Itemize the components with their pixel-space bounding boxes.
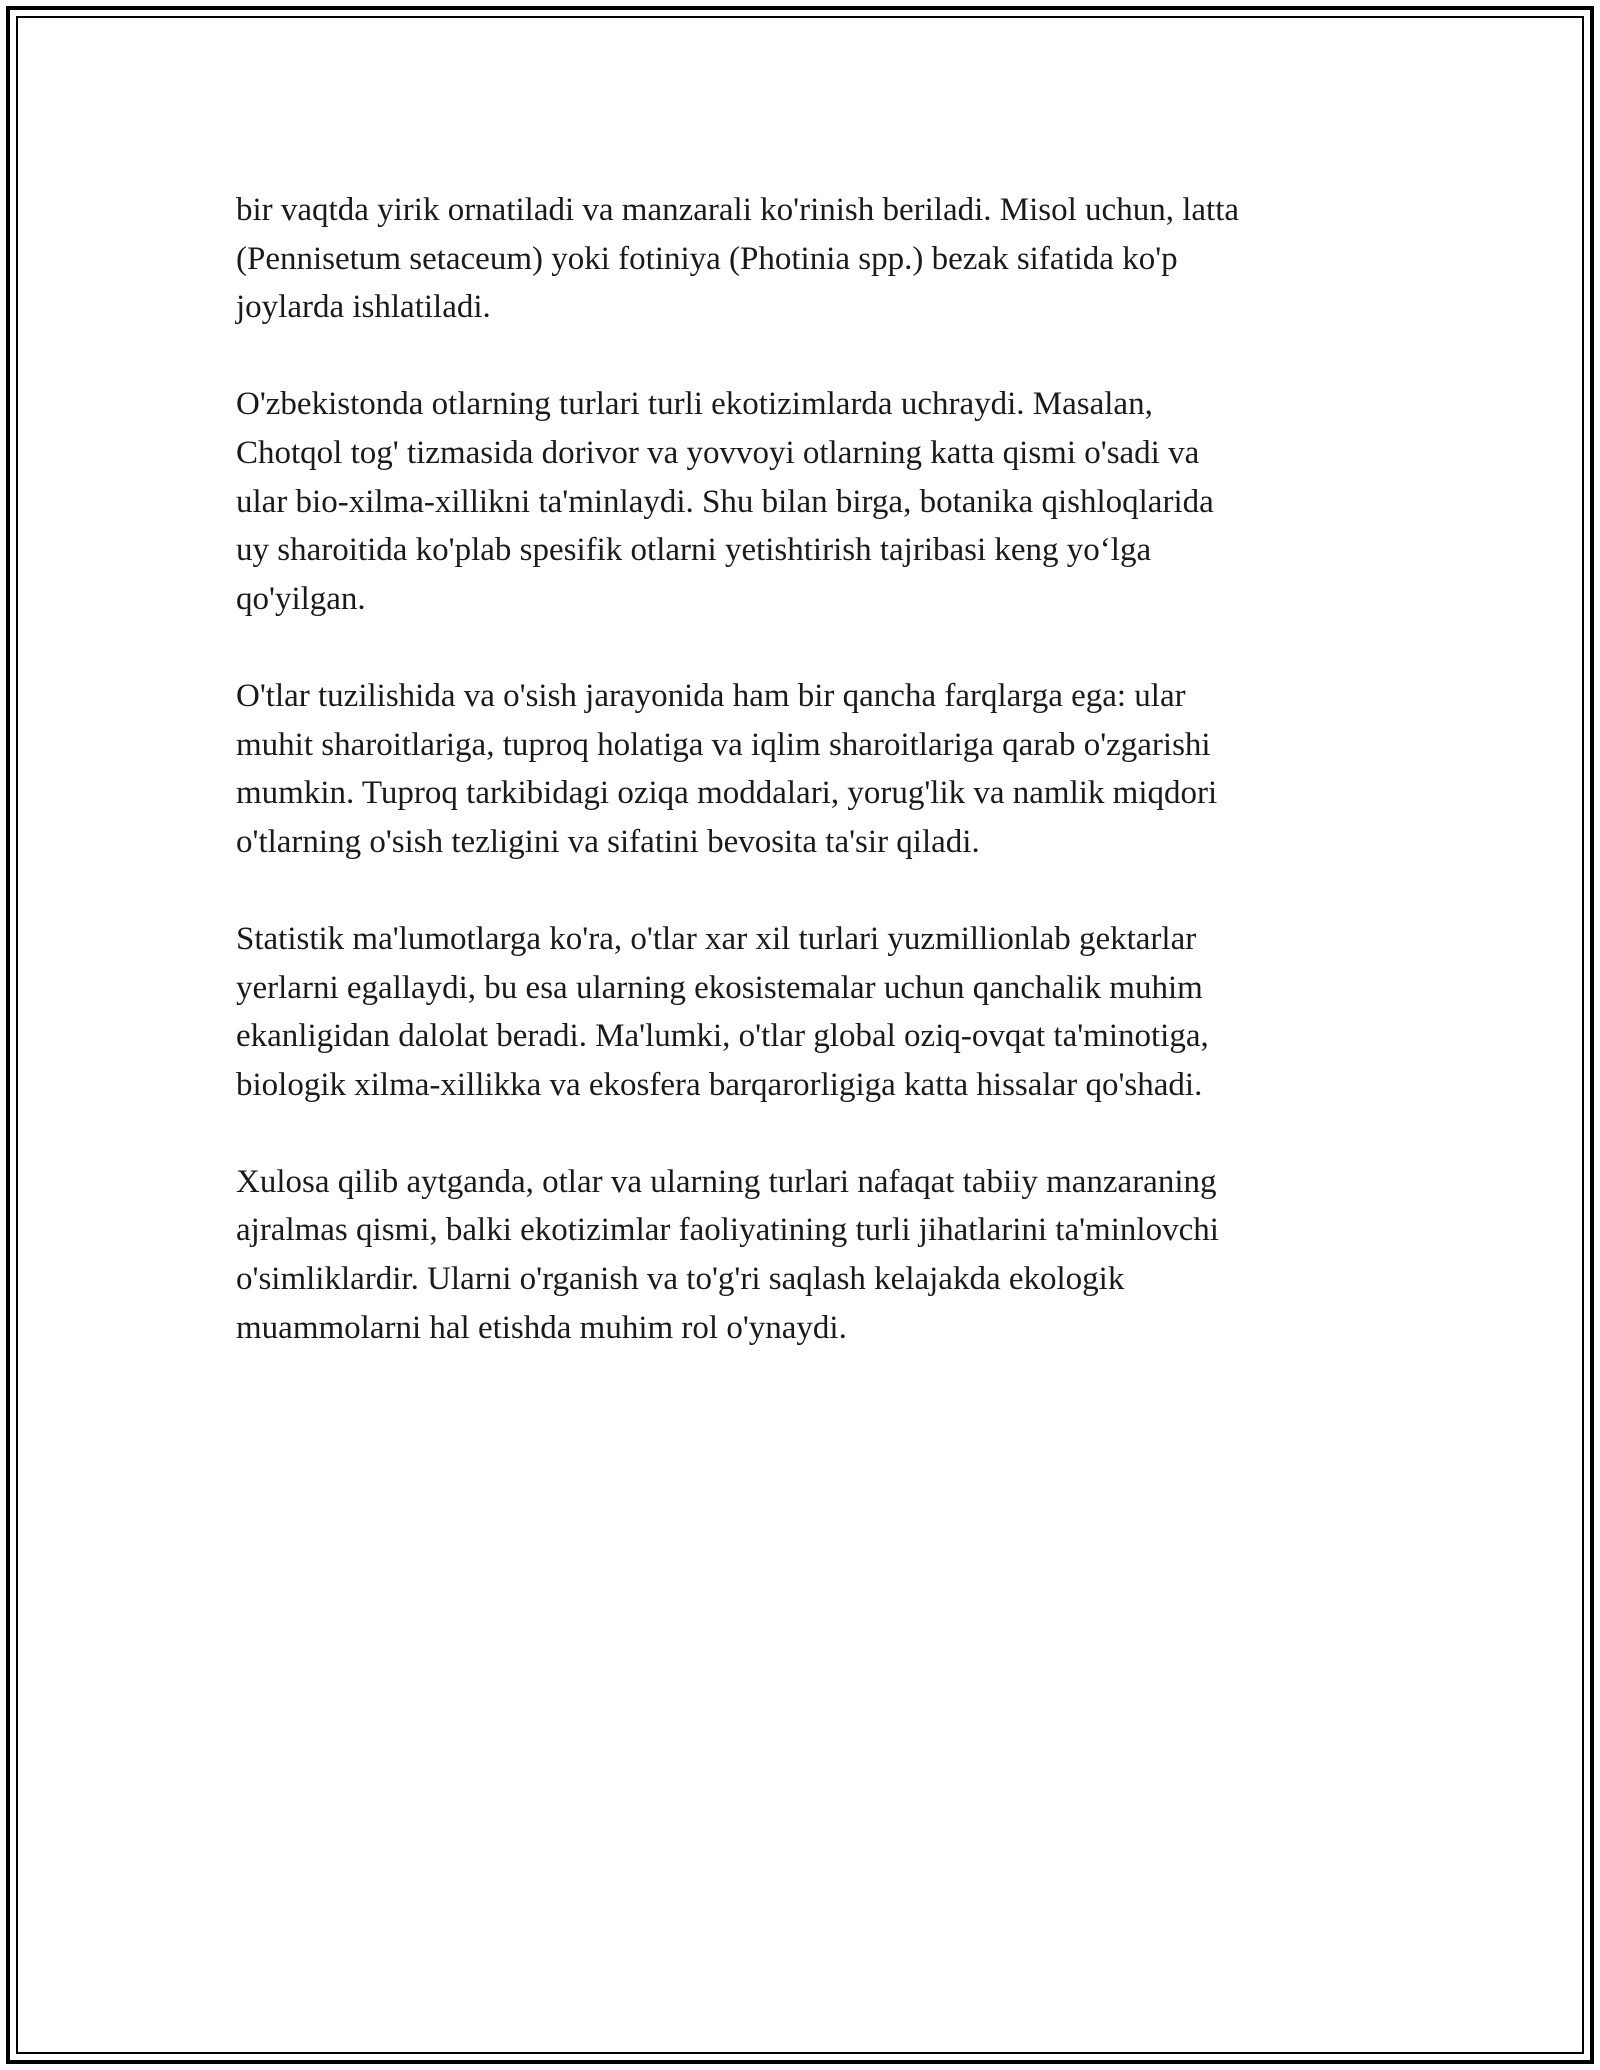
text-line: ekanligidan dalolat beradi. Ma'lumki, o'tlar global oziq-ovqat ta'minotiga, — [236, 1018, 1209, 1055]
text-line: mumkin. Tuproq tarkibidagi oziqa moddalari, yorug'lik va namlik miqdori — [236, 775, 1218, 812]
document-body — [236, 186, 1366, 1401]
paragraph-3 — [236, 672, 1366, 866]
text-line: uy sharoitida ko'plab spesifik otlarni yetishtirish tajribasi keng yo‘lga — [236, 532, 1152, 569]
text-line: O'zbekistonda otlarning turlari turli ekotizimlarda uchraydi. Masalan, — [236, 386, 1153, 423]
text-line: biologik xilma-xillikka va ekosfera barqarorligiga katta hissalar qo'shadi. — [236, 1066, 1203, 1103]
text-line: o'tlarning o'sish tezligini va sifatini bevosita ta'sir qiladi. — [236, 823, 980, 860]
text-line: joylarda ishlatiladi. — [236, 289, 491, 326]
paragraph-2 — [236, 380, 1366, 623]
text-line: (Pennisetum setaceum) yoki fotiniya (Photinia spp.) bezak sifatida ko'p — [236, 240, 1178, 277]
text-line: qo'yilgan. — [236, 580, 366, 617]
text-line: ajralmas qismi, balki ekotizimlar faoliyatining turli jihatlarini ta'minlovchi — [236, 1212, 1219, 1249]
text-line: muhit sharoitlariga, tuproq holatiga va iqlim sharoitlariga qarab o'zgarishi — [236, 726, 1211, 763]
paragraph-5 — [236, 1158, 1366, 1352]
text-line: yerlarni egallaydi, bu esa ularning ekosistemalar uchun qanchalik muhim — [236, 969, 1203, 1006]
text-line: Chotqol tog' tizmasida dorivor va yovvoyi otlarning katta qismi o'sadi va — [236, 434, 1200, 471]
text-line: o'simliklardir. Ularni o'rganish va to'g'ri saqlash kelajakda ekologik — [236, 1261, 1125, 1298]
text-line: Xulosa qilib aytganda, otlar va ularning turlari nafaqat tabiiy manzaraning — [236, 1163, 1217, 1200]
paragraph-1 — [236, 186, 1366, 332]
paragraph-4 — [236, 915, 1366, 1109]
text-line: muammolarni hal etishda muhim rol o'ynaydi. — [236, 1309, 847, 1346]
text-line: O'tlar tuzilishida va o'sish jarayonida ham bir qancha farqlarga ega: ular — [236, 677, 1186, 714]
text-line: bir vaqtda yirik ornatiladi va manzarali ko'rinish beriladi. Misol uchun, latta — [236, 192, 1240, 228]
text-line: ular bio-xilma-xillikni ta'minlaydi. Shu bilan birga, botanika qishloqlarida — [236, 483, 1214, 520]
text-line: Statistik ma'lumotlarga ko'ra, o'tlar xar xil turlari yuzmillionlab gektarlar — [236, 920, 1197, 957]
